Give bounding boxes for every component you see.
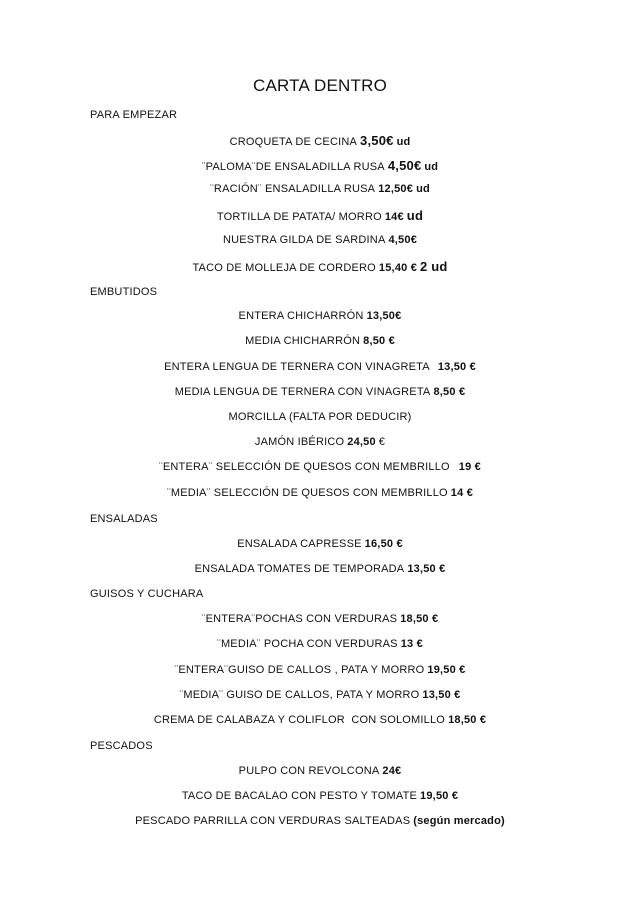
item-price: 13,50 €: [407, 563, 446, 575]
item-price: 13 €: [400, 638, 423, 650]
item-name: ENTERA CHICHARRÓN: [238, 310, 364, 322]
item-name: CREMA DE CALABAZA Y COLIFLOR CON SOLOMILLO: [153, 714, 446, 726]
item-price: (según mercado): [413, 815, 505, 827]
item-name: TACO DE MOLLEJA DE CORDERO: [192, 262, 376, 274]
menu-item: [0, 638, 640, 650]
item-name: ¨ENTERA¨GUISO DE CALLOS , PATA Y MORRO: [174, 664, 425, 676]
item-price: 13,50€: [366, 310, 402, 322]
menu-item: [0, 664, 640, 676]
item-price: 14€: [384, 211, 404, 223]
item-name: JAMÓN IBÉRICO: [254, 436, 345, 448]
item-name: TORTILLA DE PATATA/ MORRO: [216, 211, 382, 223]
item-name: ENSALADA TOMATES DE TEMPORADA: [194, 563, 405, 575]
menu-item: [0, 714, 640, 726]
item-name: MEDIA CHICHARRÓN: [245, 335, 361, 347]
item-name: NUESTRA GILDA DE SARDINA: [222, 234, 386, 246]
item-price: 4,50€: [388, 234, 418, 246]
item-name: ¨ENTERA¨POCHAS CON VERDURAS: [201, 613, 398, 625]
item-unit: ud: [396, 136, 411, 148]
menu-item: [0, 538, 640, 550]
item-name: PESCADO PARRILLA CON VERDURAS SALTEADAS: [135, 815, 411, 827]
menu-item: [0, 234, 640, 246]
page-title: CARTA DENTRO: [252, 76, 387, 95]
item-name: ¨ENTERA¨ SELECCIÓN DE QUESOS CON MEMBRILLO: [159, 461, 450, 473]
item-name: MEDIA LENGUA DE TERNERA CON VINAGRETA: [174, 386, 431, 398]
menu-item: [0, 310, 640, 322]
menu-item: [0, 765, 640, 777]
item-name: CROQUETA DE CECINA: [229, 136, 358, 148]
item-price: 8,50 €: [363, 335, 395, 347]
item-price: 12,50€: [378, 183, 414, 195]
section-heading-guisos: GUISOS Y CUCHARA: [90, 588, 204, 600]
menu-item: [0, 689, 640, 701]
menu-item: [0, 335, 640, 347]
section-heading-embutidos: EMBUTIDOS: [90, 286, 158, 298]
menu-item: [0, 259, 640, 274]
item-name: ¨MEDIA¨ GUISO DE CALLOS, PATA Y MORRO: [179, 689, 420, 701]
item-price: 13,50 €: [437, 361, 476, 373]
item-name: ¨MEDIA¨ POCHA CON VERDURAS: [217, 638, 398, 650]
menu-item: [0, 613, 640, 625]
menu-item: [0, 487, 640, 499]
item-price: 24€: [382, 765, 402, 777]
item-name: ¨RACIÓN¨ ENSALADILLA RUSA: [210, 183, 376, 195]
menu-item: [0, 411, 640, 423]
item-price: 16,50 €: [364, 538, 403, 550]
item-price: 18,50 €: [448, 714, 487, 726]
menu-item: [0, 133, 640, 148]
item-name: ¨PALOMA¨DE ENSALADILLA RUSA: [201, 161, 385, 173]
item-name: TACO DE BACALAO CON PESTO Y TOMATE: [181, 790, 418, 802]
item-price: 8,50 €: [433, 386, 466, 398]
item-price: 19,50 €: [420, 790, 459, 802]
item-name: ¨MEDIA¨ SELECCIÓN DE QUESOS CON MEMBRILLO: [166, 487, 448, 499]
item-name: ENTERA LENGUA DE TERNERA CON VINAGRETA: [164, 361, 430, 373]
menu-item: [0, 563, 640, 575]
item-price: 14 €: [450, 487, 474, 499]
item-price: 13,50 €: [422, 689, 461, 701]
item-price: 19 €: [458, 461, 481, 473]
menu-item: [0, 386, 640, 398]
menu-item: [0, 183, 640, 195]
item-price: 18,50 €: [400, 613, 439, 625]
menu-item: [0, 815, 640, 827]
item-price-currency: €: [378, 436, 386, 448]
item-name: ENSALADA CAPRESSE: [237, 538, 362, 550]
section-heading-pescados: PESCADOS: [90, 740, 153, 752]
menu-item: [0, 436, 640, 448]
section-heading-ensaladas: ENSALADAS: [90, 513, 158, 525]
item-price: 24,50: [347, 436, 376, 448]
item-unit: ud: [424, 161, 439, 173]
menu-item: [0, 461, 640, 473]
item-price: 4,50€: [387, 158, 422, 173]
menu-item: [0, 208, 640, 223]
menu-item: [0, 158, 640, 173]
menu-item: [0, 361, 640, 373]
item-unit: ud: [416, 183, 430, 195]
item-unit: 2 ud: [420, 259, 448, 274]
item-unit: ud: [406, 208, 424, 223]
item-price: 3,50€: [360, 133, 394, 148]
section-heading-para-empezar: PARA EMPEZAR: [90, 109, 178, 121]
item-name: MORCILLA (FALTA POR DEDUCIR): [228, 411, 412, 423]
item-name: PULPO CON REVOLCONA: [238, 765, 380, 777]
item-price: 15,40 €: [378, 262, 418, 274]
item-price: 19,50 €: [427, 664, 466, 676]
menu-item: [0, 790, 640, 802]
